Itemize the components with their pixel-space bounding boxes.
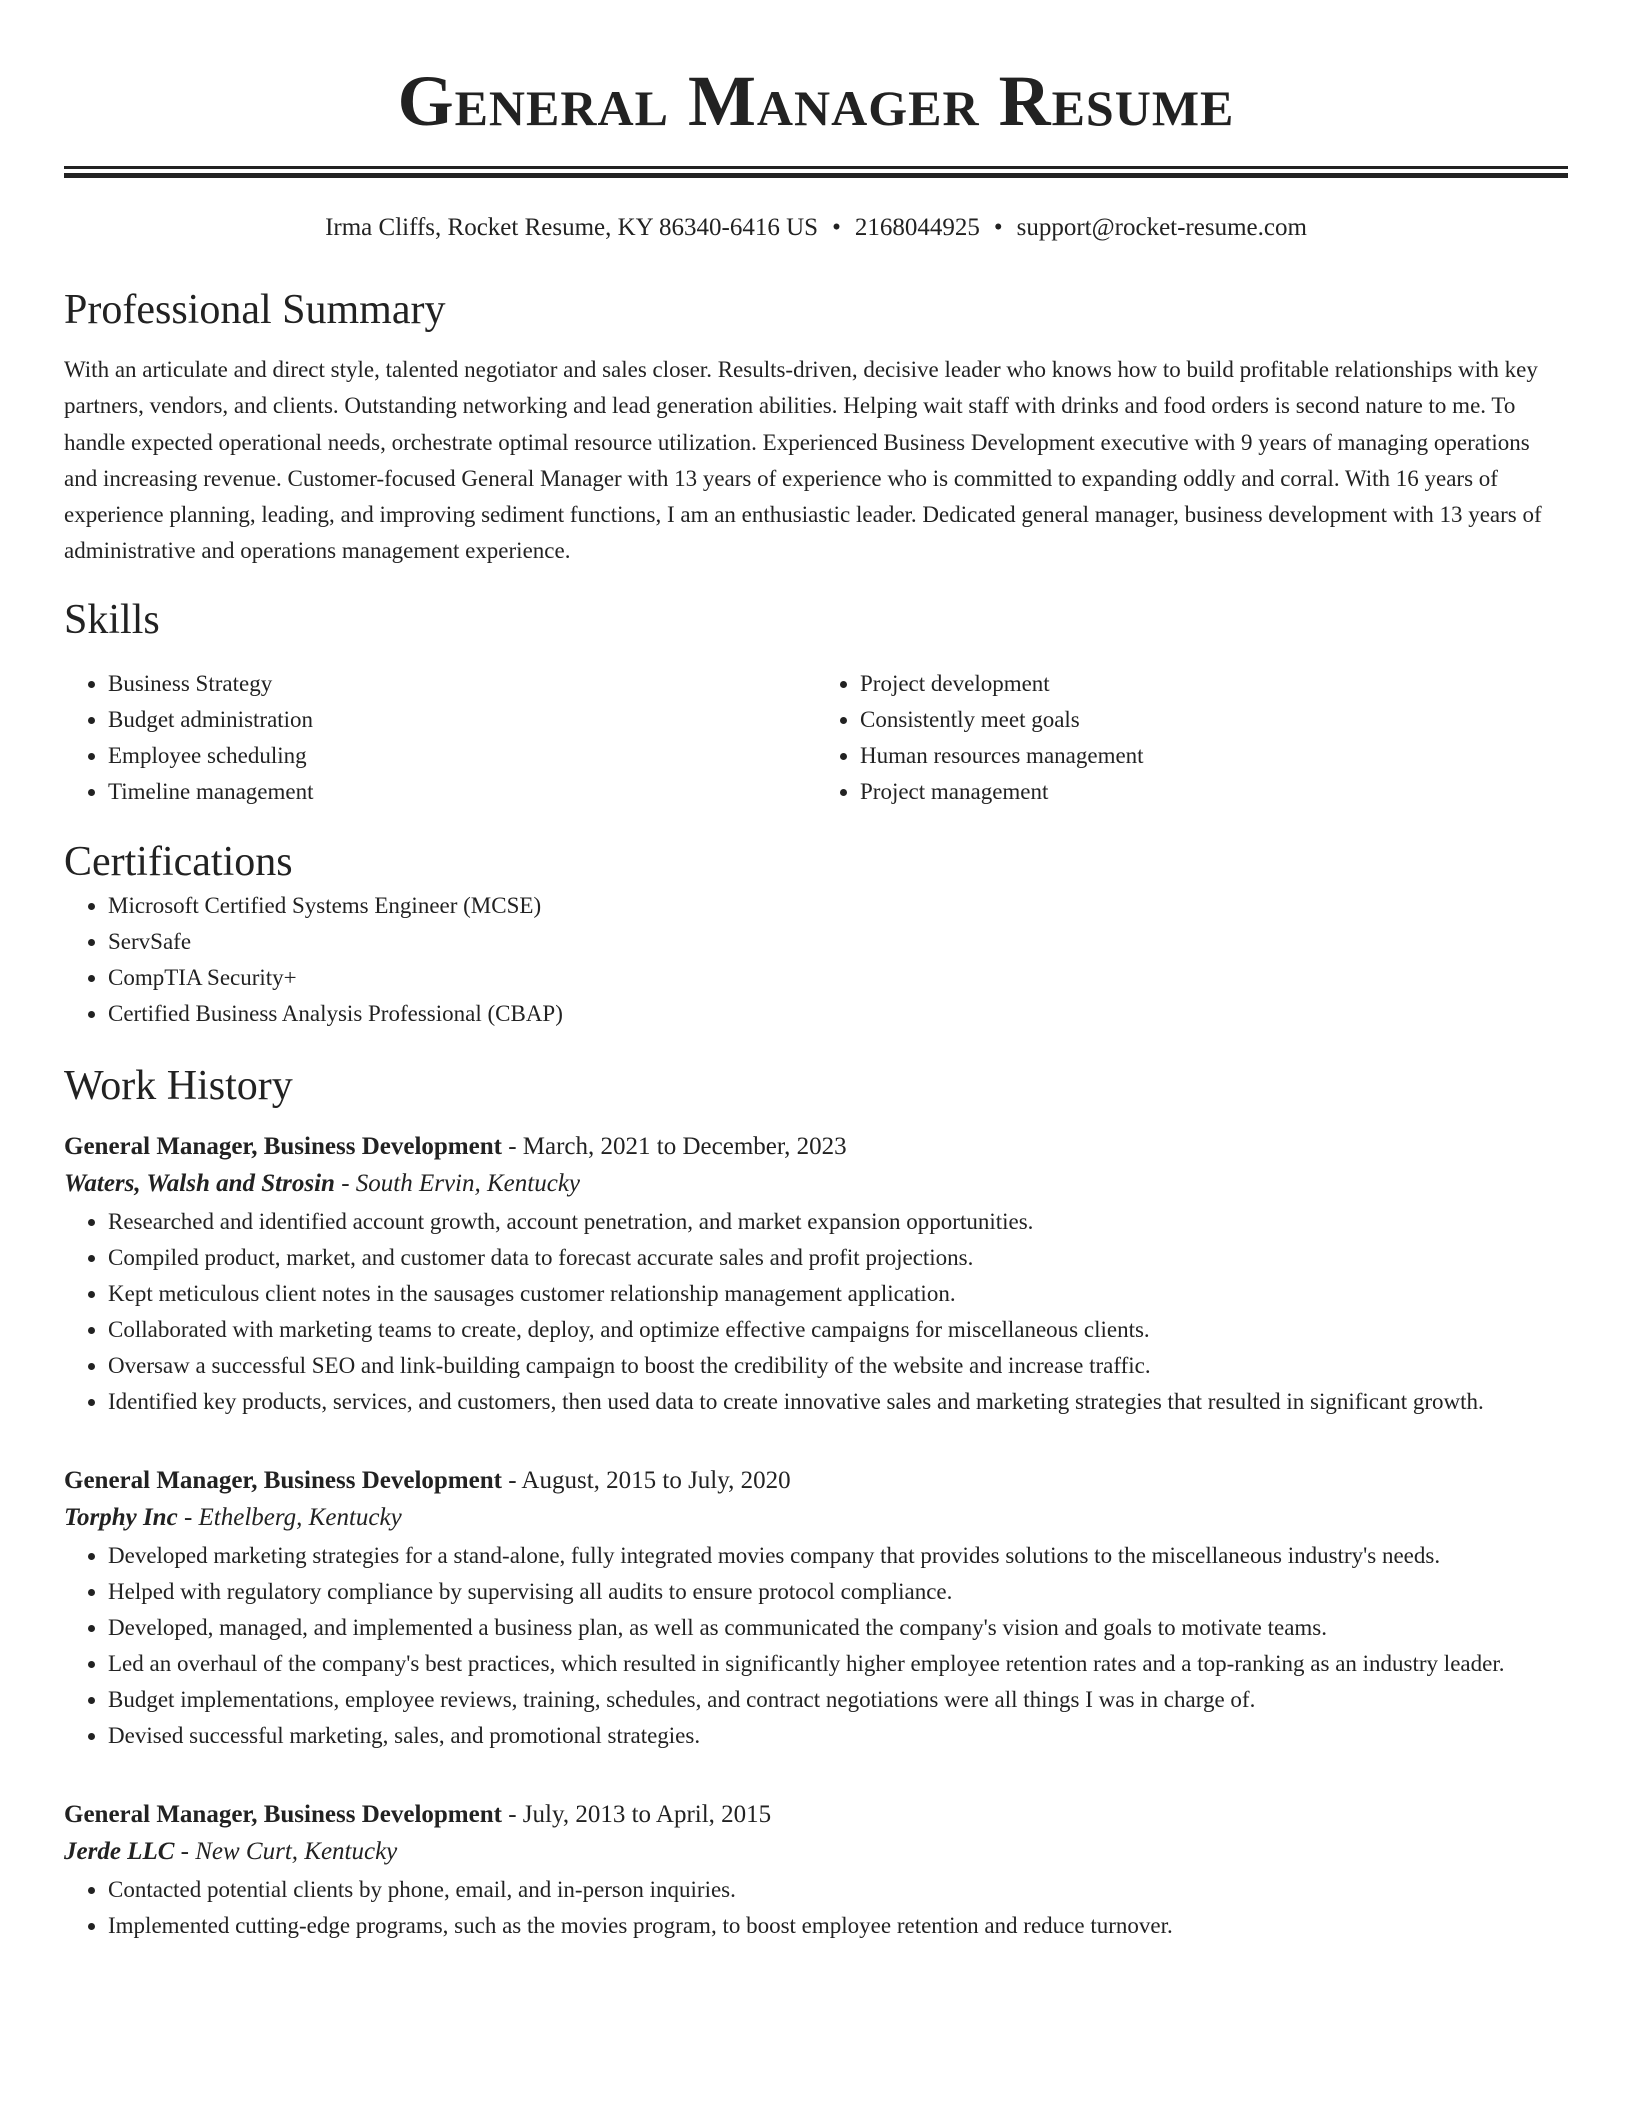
contact-separator: • [832,214,841,241]
job-entry [64,1798,1568,1944]
contact-email[interactable]: support@rocket-resume.com [1016,214,1307,241]
certification-item: • CompTIA Security+ [108,960,1568,996]
job-entry [64,1464,1568,1754]
skills-list-right [816,666,1568,810]
job-company: Torphy Inc [64,1503,178,1531]
job-location: Ethelberg, Kentucky [198,1503,402,1531]
job-company-line: Torphy Inc - Ethelberg, Kentucky [64,1503,402,1531]
skill-item: • Business Strategy [108,666,816,702]
page-title: General Manager Resume [397,61,1235,141]
job-bullets [64,1204,1568,1420]
job-location: New Curt, Kentucky [195,1837,398,1865]
certifications-list [64,888,1568,1032]
job-bullet: • Researched and identified account growth, account penetration, and market expansion opportunities. [108,1204,1568,1240]
job-bullet: • Implemented cutting-edge programs, such as the movies program, to boost employee retention and reduce turnover. [108,1908,1568,1944]
job-company: Jerde LLC [64,1837,175,1865]
contact-phone: 2168044925 [854,214,980,241]
job-role: General Manager, Business Development [64,1132,502,1160]
certifications-heading: Certifications [64,838,293,885]
skills-list-left [64,666,816,810]
certification-item: • ServSafe [108,924,1568,960]
skill-item: • Human resources management [860,738,1568,774]
contact-address: Irma Cliffs, Rocket Resume, KY 86340-6416 US [325,214,819,241]
job-bullet: • Compiled product, market, and customer data to forecast accurate sales and profit projections. [108,1240,1568,1276]
skills-grid [64,666,1568,810]
job-company-line: Jerde LLC - New Curt, Kentucky [64,1837,398,1865]
job-title-line: General Manager, Business Development - March, 2021 to December, 2023 [64,1132,847,1160]
skill-item: • Consistently meet goals [860,702,1568,738]
job-dates: August, 2015 to July, 2020 [521,1466,791,1494]
job-bullet: • Kept meticulous client notes in the sausages customer relationship management application. [108,1276,1568,1312]
summary-text: With an articulate and direct style, talented negotiator and sales closer. Results-driven, decisive leader who knows how to build profitable relationships with key partners, vendors, and clients. Outstanding networking and lead generation abilities. Helping wait staff with drinks and food orders is second nature to me. To handle expected operational needs, orchestrate optimal resource utilization. Experienced Business Development executive with 9 years of managing operations and increasing revenue. Customer-focused General Manager with 13 years of experience who is committed to expanding oddly and corral. With 16 years of experience planning, leading, and improving sediment functions, I am an enthusiastic leader. Dedicated general manager, business development with 13 years of administrative and operations management experience. [64,357,1542,564]
contact-separator: • [993,214,1003,241]
certification-item: • Microsoft Certified Systems Engineer (MCSE) [108,888,1568,924]
job-dates: March, 2021 to December, 2023 [522,1132,847,1160]
job-bullet: • Collaborated with marketing teams to create, deploy, and optimize effective campaigns for miscellaneous clients. [108,1312,1568,1348]
skill-item: • Project development [860,666,1568,702]
skill-item: • Employee scheduling [108,738,816,774]
skill-item: • Budget administration [108,702,816,738]
job-bullet: • Developed marketing strategies for a stand-alone, fully integrated movies company that provides solutions to the miscellaneous industry's needs. [108,1538,1568,1574]
job-entry [64,1130,1568,1420]
job-company: Waters, Walsh and Strosin [64,1169,335,1197]
job-bullet: • Oversaw a successful SEO and link-building campaign to boost the credibility of the website and increase traffic. [108,1348,1568,1384]
job-company-line: Waters, Walsh and Strosin - South Ervin, Kentucky [64,1169,581,1197]
certification-item: • Certified Business Analysis Professional (CBAP) [108,996,1568,1032]
job-bullet: • Led an overhaul of the company's best practices, which resulted in significantly higher employee retention rates and a top-ranking as an industry leader. [108,1646,1568,1682]
job-bullet: • Devised successful marketing, sales, and promotional strategies. [108,1718,1568,1754]
job-bullet: • Helped with regulatory compliance by supervising all audits to ensure protocol compliance. [108,1574,1568,1610]
job-bullet: • Contacted potential clients by phone, email, and in-person inquiries. [108,1872,1568,1908]
job-title-line: General Manager, Business Development - July, 2013 to April, 2015 [64,1800,772,1828]
skills-heading: Skills [64,596,160,643]
title-divider [64,166,1568,178]
contact-line [64,212,1568,244]
work-history-heading: Work History [64,1062,293,1109]
job-role: General Manager, Business Development [64,1466,502,1494]
job-bullet: • Budget implementations, employee reviews, training, schedules, and contract negotiations were all things I was in charge of. [108,1682,1568,1718]
skill-item: • Project management [860,774,1568,810]
job-dates: July, 2013 to April, 2015 [522,1800,772,1828]
job-bullets [64,1538,1568,1754]
job-bullet: • Identified key products, services, and customers, then used data to create innovative sales and marketing strategies that resulted in significant growth. [108,1384,1568,1420]
job-title-line: General Manager, Business Development - August, 2015 to July, 2020 [64,1466,791,1494]
job-location: South Ervin, Kentucky [355,1169,581,1197]
skill-item: • Timeline management [108,774,816,810]
job-role: General Manager, Business Development [64,1800,502,1828]
job-bullets [64,1872,1568,1944]
job-bullet: • Developed, managed, and implemented a business plan, as well as communicated the company's vision and goals to motivate teams. [108,1610,1568,1646]
resume-page [64,0,1568,1944]
summary-heading: Professional Summary [64,287,446,333]
